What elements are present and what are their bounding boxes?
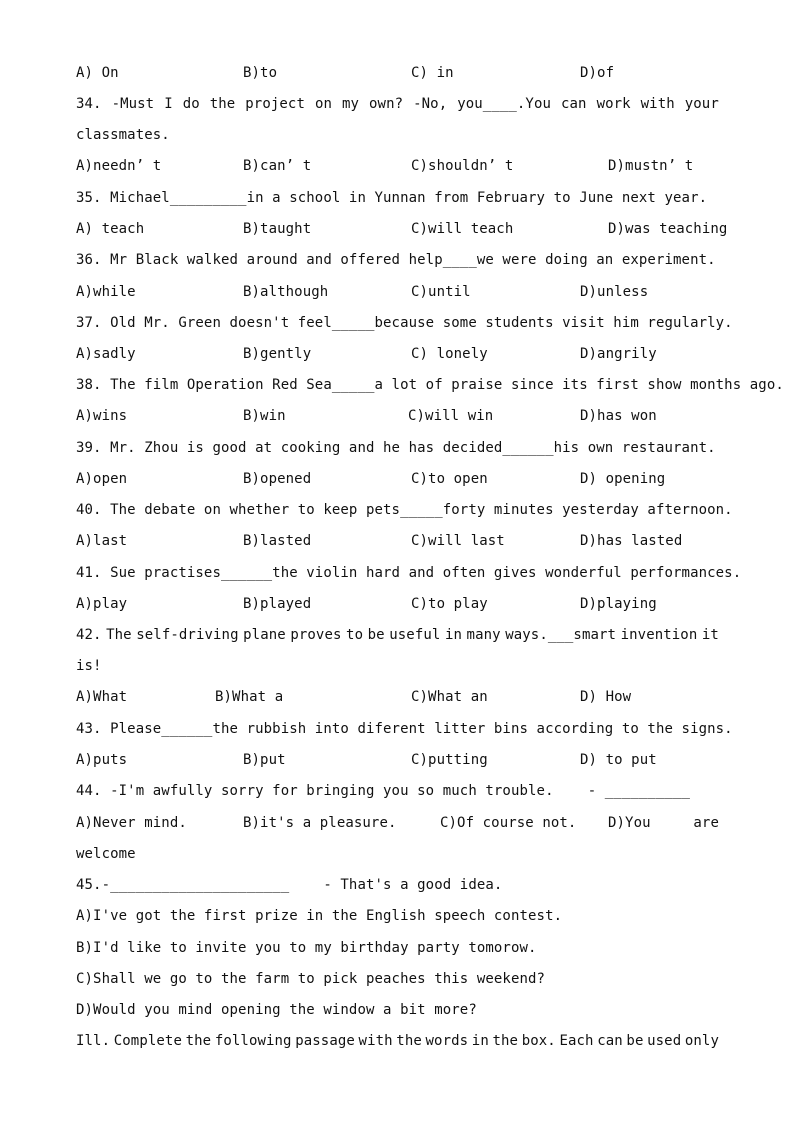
- option-41-d: D)playing: [580, 596, 657, 612]
- option-40-a: A)last: [76, 533, 128, 549]
- question-38: 38. The film Operation Red Sea_____a lot of praise since its first show months ago.: [76, 377, 784, 393]
- section-3-word: used: [647, 1033, 682, 1049]
- option-44-d-word1: D)You: [608, 815, 651, 831]
- option-45-b: B)I'd like to invite you to my birthday party tomorow.: [76, 940, 537, 956]
- option-38-d: D)has won: [580, 408, 657, 424]
- option-33-a: A) On: [76, 65, 119, 81]
- option-42-b: B)What a: [215, 689, 284, 705]
- question-42-word: it: [701, 627, 719, 643]
- question-42-word: ways.___smart: [505, 627, 617, 643]
- question-42-word: be: [367, 627, 385, 643]
- question-34-word: the: [209, 96, 236, 112]
- question-37: 37. Old Mr. Green doesn't feel_____because some students visit him regularly.: [76, 315, 733, 331]
- option-42-c: C)What an: [411, 689, 488, 705]
- section-3-word: following: [214, 1033, 292, 1049]
- question-34-word: my: [341, 96, 360, 112]
- option-44-c: C)Of course not.: [440, 815, 577, 831]
- option-41-a: A)play: [76, 596, 128, 612]
- section-3-word: be: [626, 1033, 644, 1049]
- option-45-a: A)I've got the first prize in the English speech contest.: [76, 908, 563, 924]
- option-34-b: B)can’ t: [243, 158, 312, 174]
- question-42-word: proves: [290, 627, 342, 643]
- section-3-word: Ill.: [76, 1033, 111, 1049]
- option-36-d: D)unless: [580, 284, 649, 300]
- option-36-c: C)until: [411, 284, 471, 300]
- question-40: 40. The debate on whether to keep pets_____forty minutes yesterday afternoon.: [76, 502, 733, 518]
- section-3-word: the: [185, 1033, 212, 1049]
- question-34: [76, 95, 719, 113]
- section-3-word: the: [396, 1033, 422, 1049]
- section-3-word: in: [471, 1033, 489, 1049]
- section-3-word: box.: [521, 1033, 556, 1049]
- option-39-b: B)opened: [243, 471, 312, 487]
- question-43: 43. Please______the rubbish into diferent litter bins according to the signs.: [76, 721, 733, 737]
- section-3-instructions: [76, 1032, 719, 1050]
- option-44-b: B)it's a pleasure.: [243, 815, 397, 831]
- option-44-d-line2: welcome: [76, 846, 136, 862]
- option-39-a: A)open: [76, 471, 128, 487]
- option-44-d-word2: are: [693, 815, 719, 831]
- question-34-word: project: [245, 96, 305, 112]
- question-42-word: self-driving: [136, 627, 239, 643]
- question-42-word: plane: [243, 627, 286, 643]
- question-34-word: can: [561, 96, 587, 112]
- question-41: 41. Sue practises______the violin hard and often gives wonderful performances.: [76, 565, 742, 581]
- option-38-a: A)wins: [76, 408, 128, 424]
- option-40-c: C)will last: [411, 533, 505, 549]
- option-36-a: A)while: [76, 284, 136, 300]
- question-45: 45.-_____________________ - That's a good idea.: [76, 877, 503, 893]
- question-42-line2: is!: [76, 658, 102, 674]
- question-34-word: own?: [369, 96, 404, 112]
- option-38-c: C)will win: [408, 408, 494, 424]
- option-33-b: B)to: [243, 65, 278, 81]
- option-33-c: C) in: [411, 65, 454, 81]
- question-42-word: to: [346, 627, 364, 643]
- question-44: 44. -I'm awfully sorry for bringing you so much trouble. - __________: [76, 783, 691, 799]
- option-36-b: B)although: [243, 284, 329, 300]
- option-38-b: B)win: [243, 408, 286, 424]
- option-41-b: B)played: [243, 596, 312, 612]
- option-43-b: B)put: [243, 752, 286, 768]
- option-43-a: A)puts: [76, 752, 128, 768]
- question-34-line2: classmates.: [76, 127, 170, 143]
- question-34-word: I: [164, 96, 173, 112]
- section-3-word: with: [358, 1033, 393, 1049]
- option-34-d: D)mustn’ t: [608, 158, 694, 174]
- option-43-c: C)putting: [411, 752, 488, 768]
- question-42-word: many: [466, 627, 501, 643]
- question-42-word: invention: [620, 627, 698, 643]
- option-35-a: A) teach: [76, 221, 145, 237]
- option-45-d: D)Would you mind opening the window a bit more?: [76, 1002, 477, 1018]
- option-40-b: B)lasted: [243, 533, 312, 549]
- option-37-c: C) lonely: [411, 346, 488, 362]
- option-39-d: D) opening: [580, 471, 666, 487]
- option-39-c: C)to open: [411, 471, 488, 487]
- question-34-word: work: [596, 96, 631, 112]
- option-37-d: D)angrily: [580, 346, 657, 362]
- option-44-d: [608, 814, 719, 832]
- question-34-word: on: [314, 96, 333, 112]
- question-34-word: your: [684, 96, 719, 112]
- option-35-b: B)taught: [243, 221, 312, 237]
- option-43-d: D) to put: [580, 752, 657, 768]
- section-3-word: can: [597, 1033, 623, 1049]
- question-42-word: The: [106, 627, 132, 643]
- option-44-a: A)Never mind.: [76, 815, 187, 831]
- option-34-c: C)shouldn’ t: [411, 158, 514, 174]
- section-3-word: Each: [559, 1033, 594, 1049]
- option-34-a: A)needn’ t: [76, 158, 162, 174]
- option-35-d: D)was teaching: [608, 221, 728, 237]
- option-42-a: A)What: [76, 689, 128, 705]
- section-3-word: words: [425, 1033, 469, 1049]
- question-42-word: useful: [389, 627, 441, 643]
- option-42-d: D) How: [580, 689, 632, 705]
- option-37-b: B)gently: [243, 346, 312, 362]
- section-3-word: passage: [295, 1033, 355, 1049]
- question-42: [76, 626, 719, 644]
- option-35-c: C)will teach: [411, 221, 514, 237]
- question-34-word: 34.: [76, 96, 102, 112]
- question-42-word: 42.: [76, 627, 102, 643]
- question-39: 39. Mr. Zhou is good at cooking and he has decided______his own restaurant.: [76, 440, 716, 456]
- section-3-word: the: [492, 1033, 519, 1049]
- question-42-word: in: [444, 627, 463, 643]
- question-34-word: do: [182, 96, 200, 112]
- option-40-d: D)has lasted: [580, 533, 683, 549]
- option-33-d: D)of: [580, 65, 615, 81]
- question-34-word: you____.You: [457, 96, 552, 112]
- option-41-c: C)to play: [411, 596, 488, 612]
- section-3-word: only: [684, 1033, 719, 1049]
- question-36: 36. Mr Black walked around and offered help____we were doing an experiment.: [76, 252, 716, 268]
- question-35: 35. Michael_________in a school in Yunnan from February to June next year.: [76, 190, 708, 206]
- question-34-word: -No,: [413, 96, 448, 112]
- option-45-c: C)Shall we go to the farm to pick peaches this weekend?: [76, 971, 546, 987]
- option-37-a: A)sadly: [76, 346, 136, 362]
- question-34-word: with: [640, 96, 675, 112]
- question-34-word: -Must: [111, 96, 155, 112]
- section-3-word: Complete: [113, 1033, 182, 1049]
